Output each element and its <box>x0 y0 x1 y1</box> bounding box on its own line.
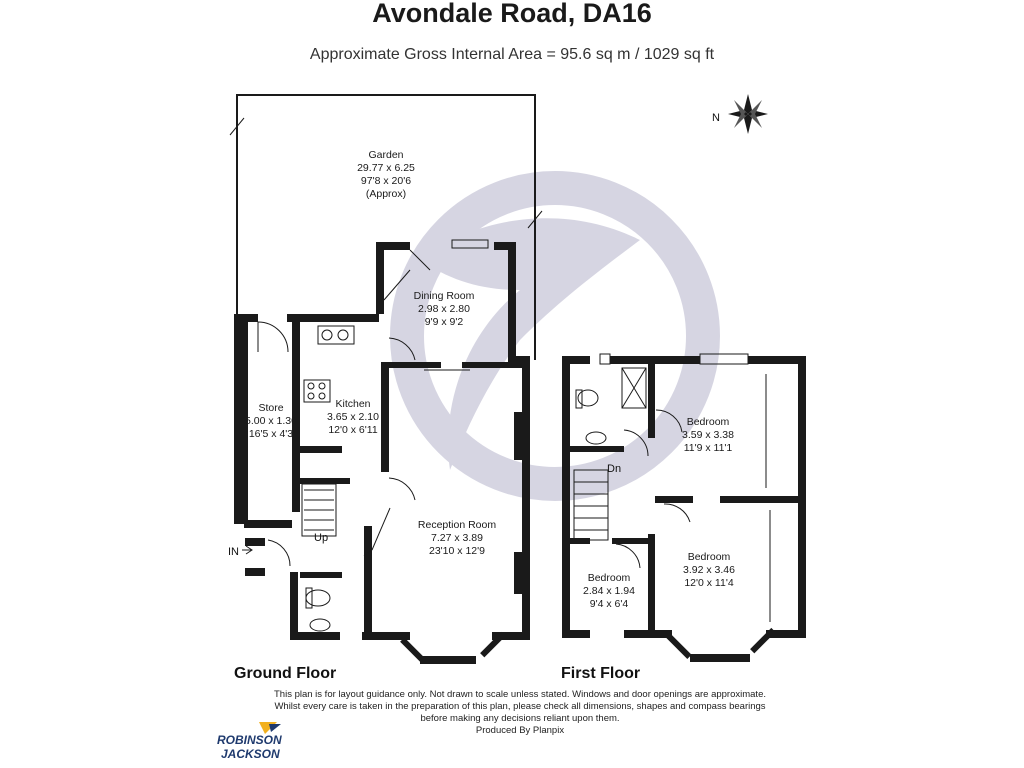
watermark <box>407 188 703 484</box>
svg-text:12'0 x 11'4: 12'0 x 11'4 <box>684 577 734 589</box>
room-label-store <box>245 402 297 440</box>
svg-text:3.59 x 3.38: 3.59 x 3.38 <box>682 429 734 441</box>
svg-text:2.84 x 1.94: 2.84 x 1.94 <box>583 585 635 597</box>
area-subtitle: Approximate Gross Internal Area = 95.6 sq m / 1029 sq ft <box>309 46 715 63</box>
robinson-jackson-logo <box>215 720 295 764</box>
logo-line-1: ROBINSON <box>217 733 282 747</box>
disclaimer <box>260 689 780 737</box>
logo-line-2: JACKSON <box>221 747 280 761</box>
stairs-up-marker: Up <box>314 532 329 544</box>
svg-text:Dining Room: Dining Room <box>413 290 475 302</box>
stairs-down-marker: Dn <box>607 463 622 475</box>
page-title: Avondale Road, DA16 <box>372 0 652 28</box>
svg-text:9'9 x 9'2: 9'9 x 9'2 <box>424 316 464 328</box>
svg-text:Garden: Garden <box>368 149 404 161</box>
svg-text:2.98 x 2.80: 2.98 x 2.80 <box>418 303 470 315</box>
room-label-bedroom-3 <box>583 572 635 610</box>
svg-text:16'5 x 4'3: 16'5 x 4'3 <box>248 428 294 440</box>
ground-floor-label: Ground Floor <box>234 665 337 682</box>
svg-text:7.27 x 3.89: 7.27 x 3.89 <box>431 532 483 544</box>
svg-text:Bedroom: Bedroom <box>687 551 731 563</box>
room-label-reception <box>418 519 496 557</box>
first-floor-label: First Floor <box>561 665 641 682</box>
svg-text:3.65 x 2.10: 3.65 x 2.10 <box>327 411 379 423</box>
svg-text:3.92 x 3.46: 3.92 x 3.46 <box>683 564 735 576</box>
svg-text:Bedroom: Bedroom <box>686 416 730 428</box>
compass-north-label: N <box>712 112 720 124</box>
svg-text:11'9 x 11'1: 11'9 x 11'1 <box>683 442 733 454</box>
svg-text:Store: Store <box>258 402 284 414</box>
svg-text:9'4 x 6'4: 9'4 x 6'4 <box>589 598 629 610</box>
room-label-bedroom-2 <box>683 551 735 589</box>
room-label-kitchen <box>327 398 379 436</box>
svg-text:12'0 x 6'11: 12'0 x 6'11 <box>328 424 378 436</box>
room-label-bedroom-1 <box>682 416 734 454</box>
room-label-garden <box>357 149 415 200</box>
svg-text:29.77 x 6.25: 29.77 x 6.25 <box>357 162 415 174</box>
svg-text:Reception Room: Reception Room <box>417 519 497 531</box>
entrance-marker: IN <box>228 546 239 558</box>
svg-text:97'8 x 20'6: 97'8 x 20'6 <box>360 175 412 187</box>
svg-text:Bedroom: Bedroom <box>587 572 631 584</box>
produced-by: Produced By Planpix <box>475 725 565 736</box>
disclaimer-text: This plan is for layout guidance only. Not drawn to scale unless stated. Windows and door openings are approximate. Whilst every care is taken in the preparation of this plan, please check all dimensions, shapes and compass bearings before making any decisions reliant upon them. <box>274 689 766 724</box>
compass-rose-icon <box>712 94 768 134</box>
svg-text:23'10 x 12'9: 23'10 x 12'9 <box>429 545 485 557</box>
svg-text:Kitchen: Kitchen <box>335 398 371 410</box>
svg-text:(Approx): (Approx) <box>365 188 407 200</box>
svg-text:5.00 x 1.30: 5.00 x 1.30 <box>245 415 297 427</box>
